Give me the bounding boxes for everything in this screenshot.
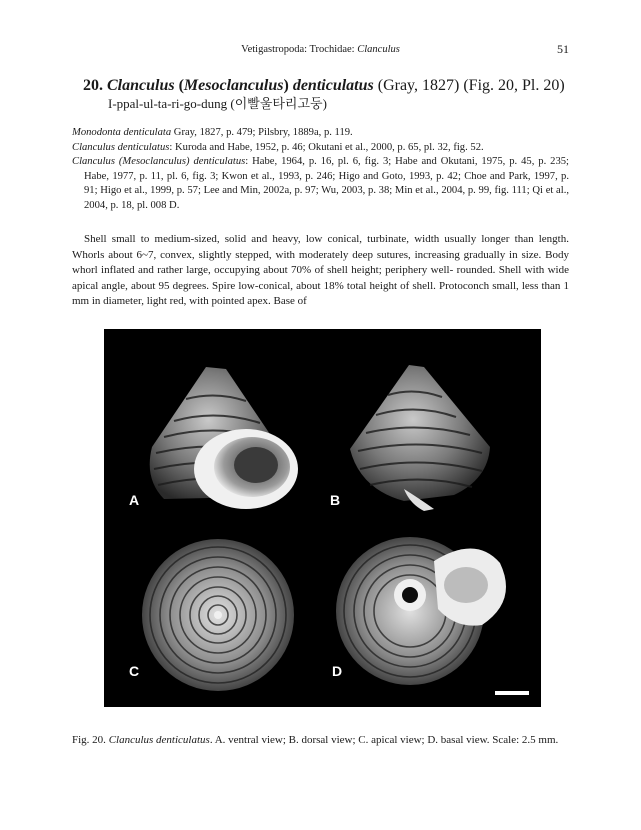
page-number: 51 [557,42,569,56]
shell-a-ventral [150,367,298,509]
synonym-name: Clanculus denticulatus [72,141,170,153]
synonymy-entry [72,141,569,156]
figure-caption [72,733,569,748]
shell-photographs [104,329,541,707]
synonym-name: Monodonta denticulata [72,127,172,138]
panel-label-a: A [129,492,140,508]
korean-name [108,96,327,112]
species-genus: Clanculus [107,77,175,94]
synonymy-list [72,126,569,213]
running-head-text: Vetigastropoda: Trochidae: [241,44,358,55]
panel-label-b: B [330,492,341,508]
caption-label: Fig. 20. [72,734,109,746]
panel-label-c: C [129,663,140,679]
species-epithet: denticulatus [292,77,374,94]
figure-plate [104,329,541,707]
caption-species: Clanculus denticulatus [108,734,210,746]
shell-b-dorsal [350,365,490,511]
running-head [72,44,569,55]
caption-text: . A. ventral view; B. dorsal view; C. apical view; D. basal view. Scale: 2.5 mm. [209,734,559,746]
description-paragraph: Shell small to medium-sized, solid and heavy, low conical, turbinate, width usually longer than length. Whorls about 6~7, convex, slightly stepped, with moderately deep sutures, increasing gradually in size. Body whorl inflated and rather large, occupying about 70% of shell height; periphery well- rounded. Shell with wide apical angle, about 95 degrees. Spire low-conical, about 18% total height of shell. Protoconch small, less than 1 mm in diameter, light red, with pointed apex. Base of [72,233,569,307]
subgenus-open: ( [178,77,184,94]
synonym-refs: Gray, 1827, p. 479; Pilsbry, 1889a, p. 119. [171,127,353,138]
synonymy-entry [72,126,569,141]
synonym-name: Clanculus (Mesoclanculus) denticulatus [72,156,246,167]
species-authority: (Gray, 1827) (Fig. 20, Pl. 20) [377,77,565,94]
running-head-genus: Clanculus [357,44,400,55]
korean-romanized: I-ppal-ul-ta-ri-go-dung [108,96,228,111]
species-title [83,76,565,95]
synonym-refs: : Kuroda and Habe, 1952, p. 46; Okutani et al., 2000, p. 65, pl. 32, fig. 52. [169,141,484,153]
subgenus-close: ) [283,77,289,94]
panel-label-d: D [332,663,343,679]
shell-d-basal [336,537,506,685]
korean-hangul: (이빨울타리고둥) [230,96,327,111]
shell-c-apical [142,539,294,691]
synonymy-entry [72,155,569,213]
scale-bar [495,691,529,695]
species-number: 20. [83,77,103,94]
species-subgenus: Mesoclanculus [183,77,284,94]
synonym-refs: : Habe, 1964, p. 16, pl. 6, fig. 3; Habe and Okutani, 1975, p. 45, p. 235; Habe, 1977, p. 11, pl. 6, fig. 3; Kwon et al., 1993, p. 246; Higo and Goto, 1993, p. 42; Choe and Park, 1997, p. 91; Higo et al., 1999, p. 57; Lee and Min, 2002a, p. 97; Wu, 2003, p. 38; Min et al., 2004, p. 99, fig. 111; Qi et al., 2004, p. 18, pl. 008 D. [84,156,570,211]
